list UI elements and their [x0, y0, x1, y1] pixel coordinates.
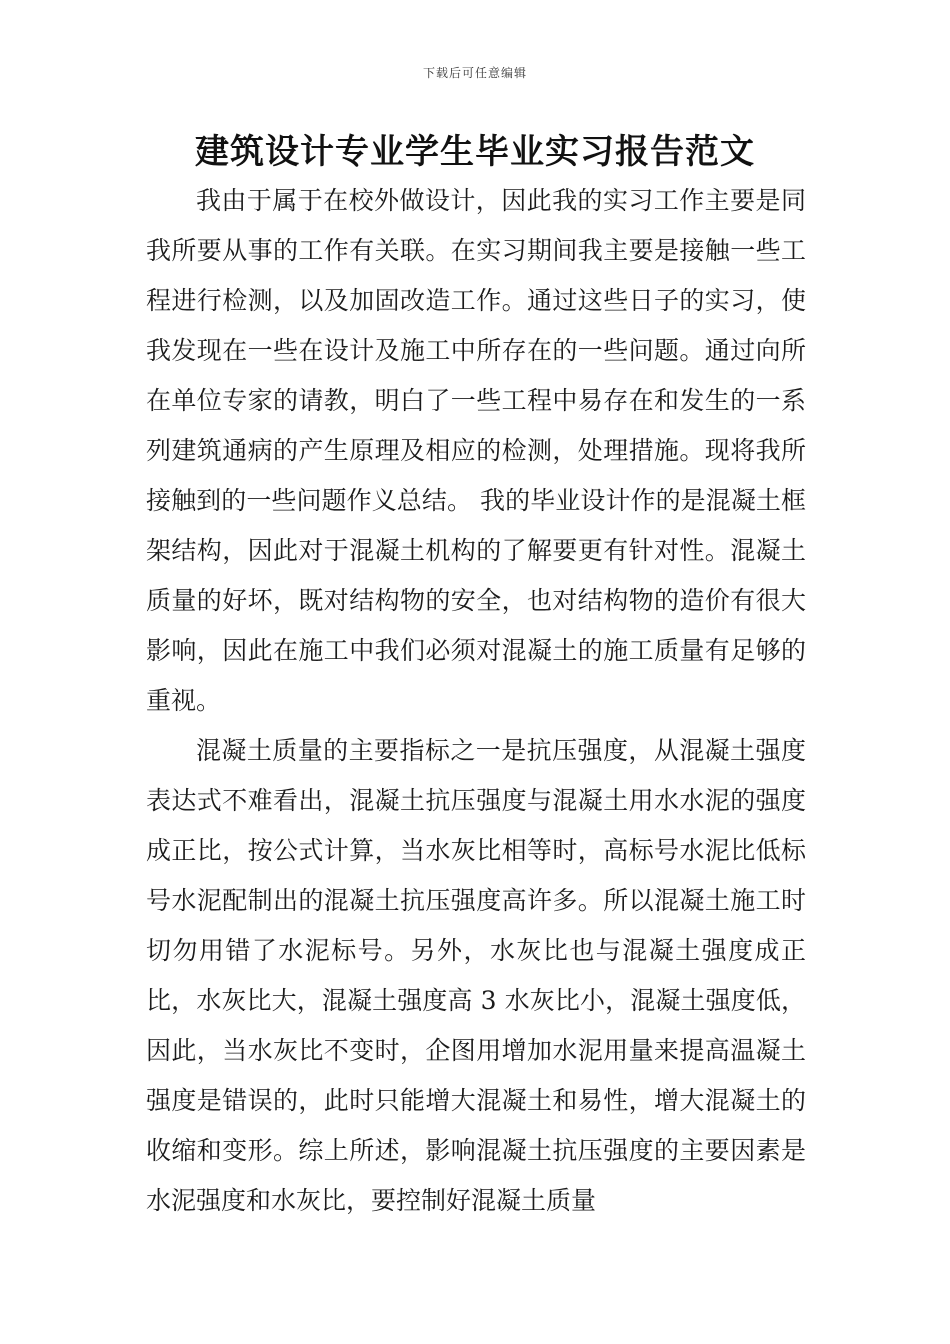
body-paragraph-2: 混凝土质量的主要指标之一是抗压强度，从混凝土强度表达式不难看出，混凝土抗压强度与混凝土用水水泥的强度成正比，按公式计算，当水灰比相等时，高标号水泥比低标号水泥配制出的混凝土抗压强度高许多。所以混凝土施工时切勿用错了水泥标号。另外，水灰比也与混凝土强度成正比，水灰比大，混凝土强度高 3 水灰比小，混凝土强度低，因此，当水灰比不变时，企图用增加水泥用量来提高温凝土强度是错误的，此时只能增大混凝土和易性，增大混凝土的收缩和变形。综上所述，影响混凝土抗压强度的主要因素是水泥强度和水灰比，要控制好混凝土质量 — [146, 736, 806, 1215]
body-paragraph-1: 我由于属于在校外做设计，因此我的实习工作主要是同我所要从事的工作有关联。在实习期间我主要是接触一些工程进行检测，以及加固改造工作。通过这些日子的实习，使我发现在一些在设计及施工中所存在的一些问题。通过向所在单位专家的请教，明白了一些工程中易存在和发生的一系列建筑通病的产生原理及相应的检测，处理措施。现将我所接触到的一些问题作义总结。 我的毕业设计作的是混凝土框架结构，因此对于混凝土机构的了解要更有针对性。混凝土质量的好坏，既对结构物的安全，也对结构物的造价有很大影响，因此在施工中我们必须对混凝土的施工质量有足够的重视。 — [146, 186, 806, 715]
document-title: 建筑设计专业学生毕业实习报告范文 — [195, 132, 755, 172]
header-note: 下载后可任意编辑 — [422, 66, 527, 80]
